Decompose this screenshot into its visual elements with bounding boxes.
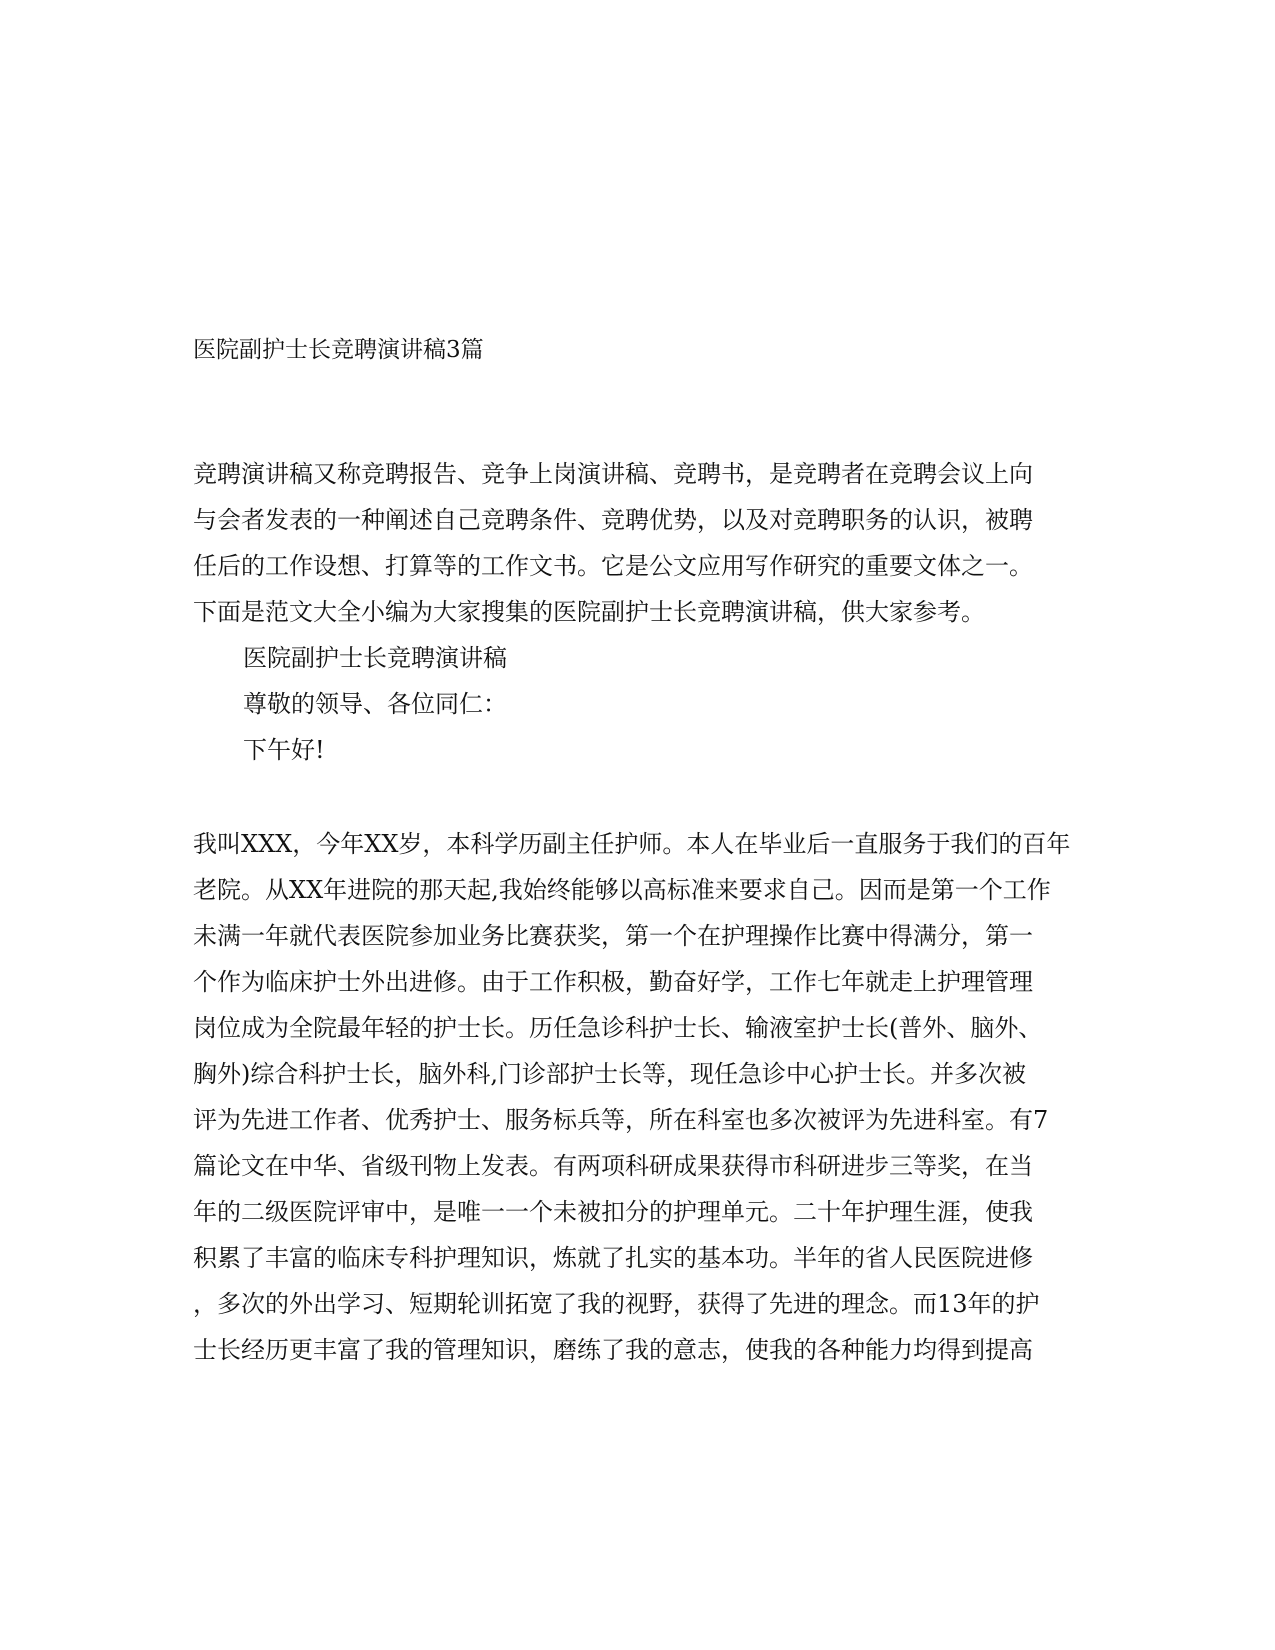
body-line: 未满一年就代表医院参加业务比赛获奖，第一个在护理操作比赛中得满分，第一 <box>193 922 1033 950</box>
body-line: 年的二级医院评审中，是唯一一个未被扣分的护理单元。二十年护理生涯，使我 <box>193 1198 1033 1226</box>
intro-line: 竞聘演讲稿又称竞聘报告、竞争上岗演讲稿、竞聘书，是竞聘者在竞聘会议上向 <box>193 460 1033 488</box>
body-line: 岗位成为全院最年轻的护士长。历任急诊科护士长、输液室护士长(普外、脑外、 <box>193 1014 1043 1042</box>
intro-line: 任后的工作设想、打算等的工作文书。它是公文应用写作研究的重要文体之一。 <box>193 552 1033 580</box>
body-line: 个作为临床护士外出进修。由于工作积极，勤奋好学，工作七年就走上护理管理 <box>193 968 1033 996</box>
body-line: 我叫XXX，今年XX岁，本科学历副主任护师。本人在毕业后一直服务于我们的百年 <box>193 830 1071 858</box>
body-line: 胸外)综合科护士长，脑外科,门诊部护士长等，现任急诊中心护士长。并多次被 <box>193 1060 1026 1088</box>
body-line: 士长经历更丰富了我的管理知识，磨练了我的意志，使我的各种能力均得到提高 <box>193 1336 1033 1364</box>
greeting: 下午好! <box>243 736 325 764</box>
body-line: 积累了丰富的临床专科护理知识，炼就了扎实的基本功。半年的省人民医院进修 <box>193 1244 1033 1272</box>
intro-line: 与会者发表的一种阐述自己竞聘条件、竞聘优势，以及对竞聘职务的认识，被聘 <box>193 506 1033 534</box>
body-line: 篇论文在中华、省级刊物上发表。有两项科研成果获得市科研进步三等奖，在当 <box>193 1152 1033 1180</box>
body-line: ，多次的外出学习、短期轮训拓宽了我的视野，获得了先进的理念。而13年的护 <box>193 1290 1040 1318</box>
intro-line: 下面是范文大全小编为大家搜集的医院副护士长竞聘演讲稿，供大家参考。 <box>193 598 985 626</box>
body-line: 老院。从XX年进院的那天起,我始终能够以高标准来要求自己。因而是第一个工作 <box>193 876 1051 904</box>
speech-heading: 医院副护士长竞聘演讲稿 <box>243 644 507 672</box>
document-title: 医院副护士长竞聘演讲稿3篇 <box>193 337 484 363</box>
body-line: 评为先进工作者、优秀护士、服务标兵等，所在科室也多次被评为先进科室。有7 <box>193 1106 1049 1134</box>
salutation: 尊敬的领导、各位同仁： <box>243 690 507 718</box>
